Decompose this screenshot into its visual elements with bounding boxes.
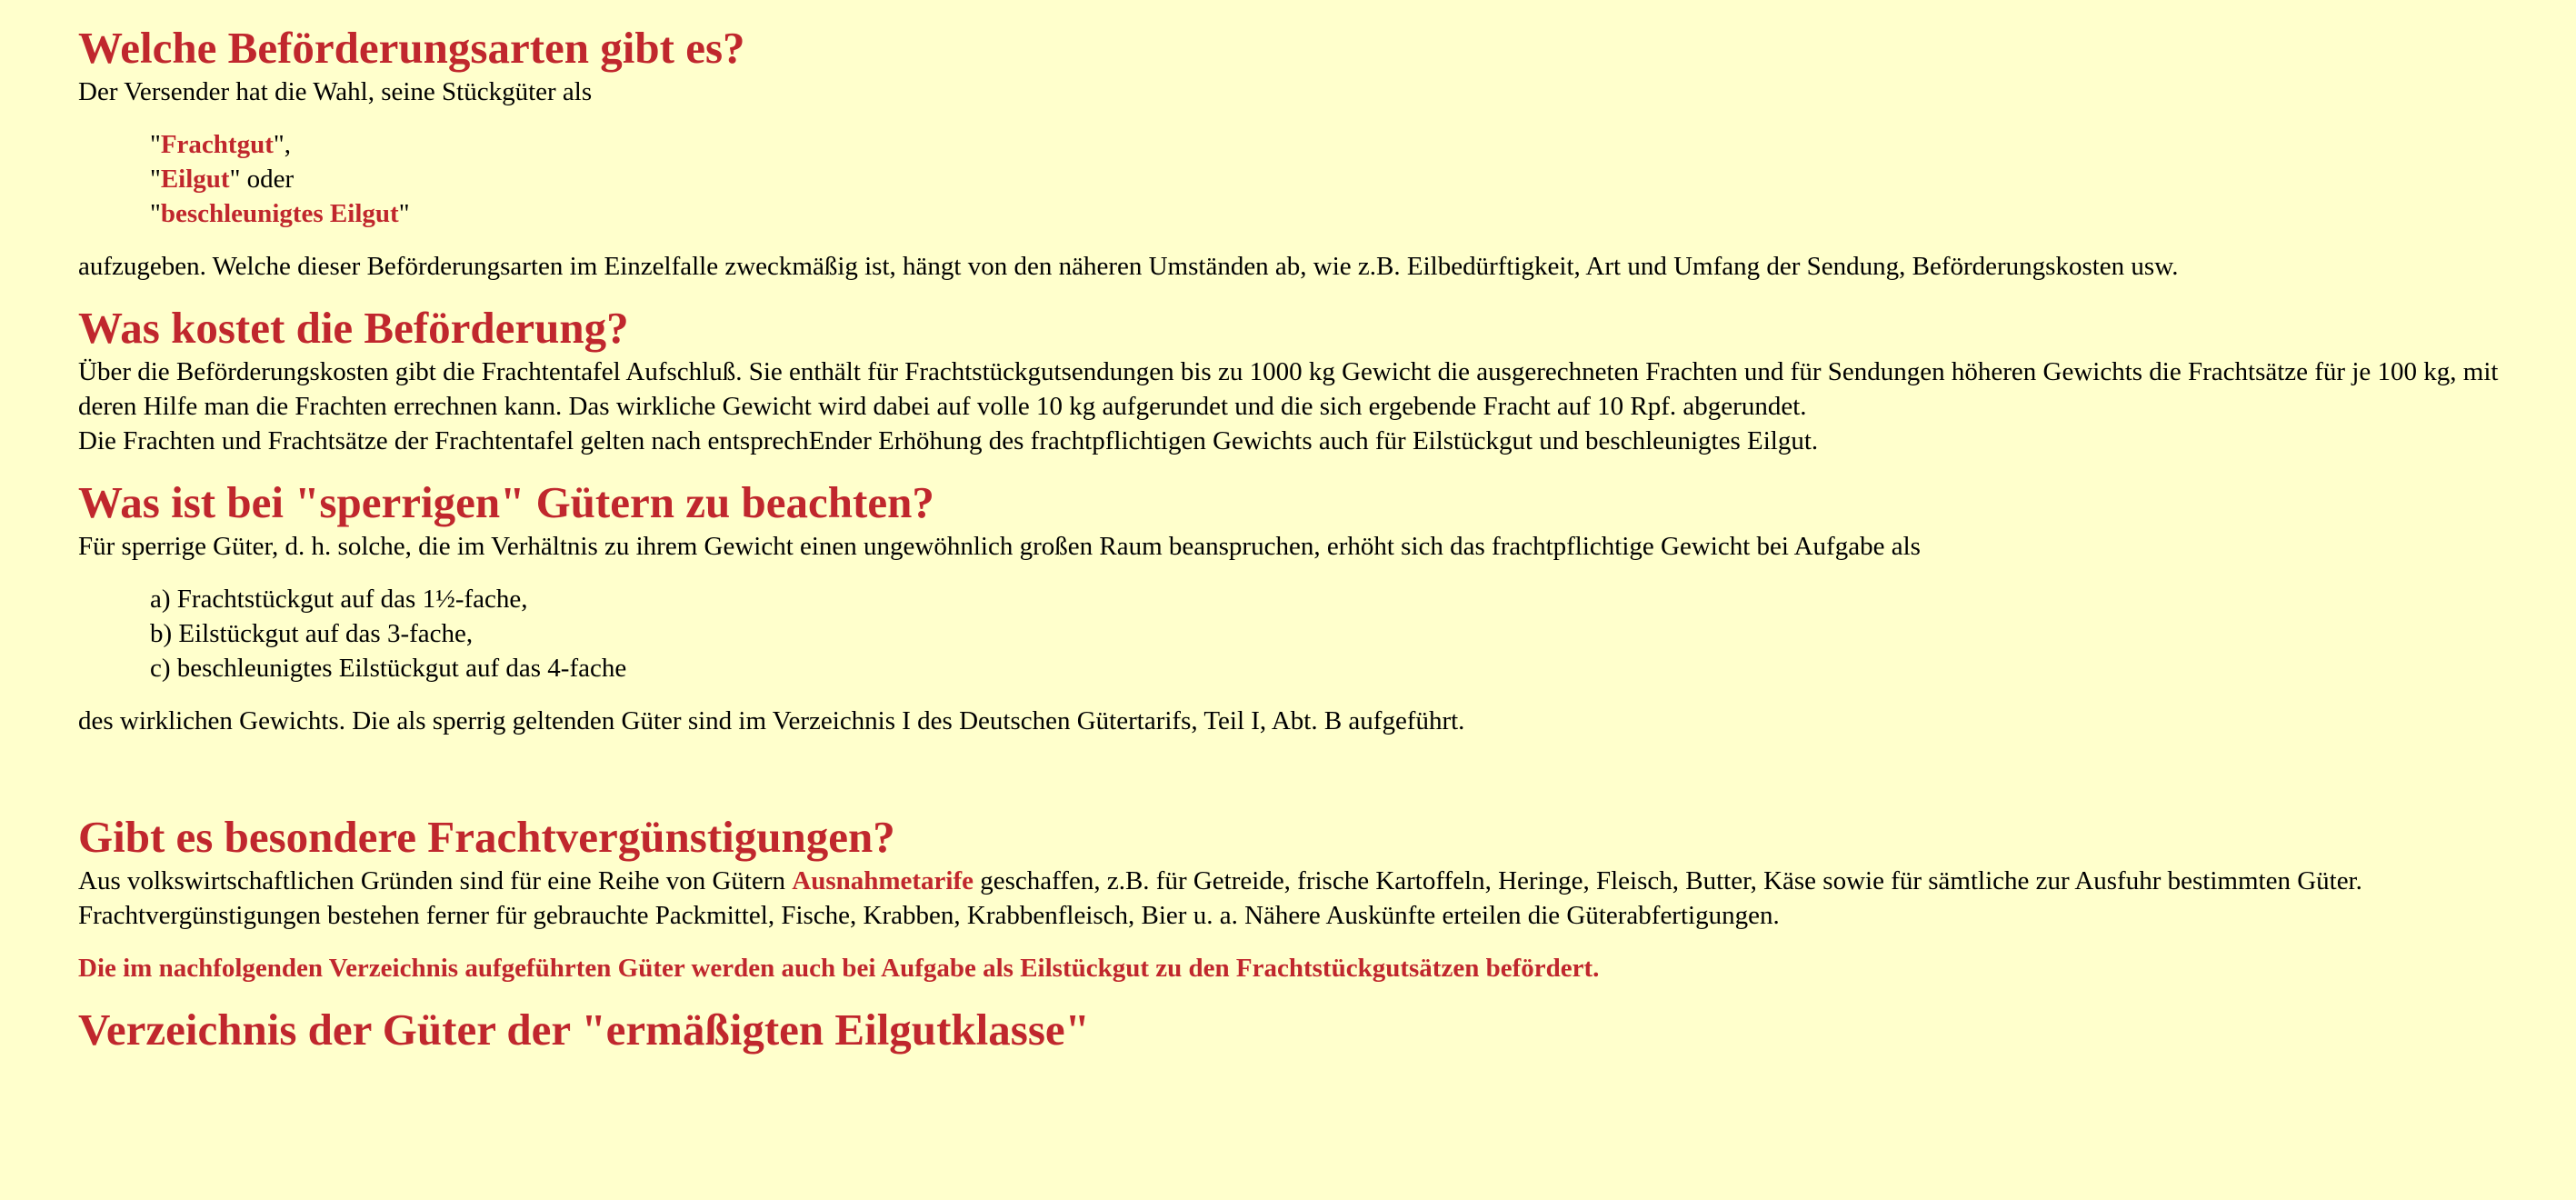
verguenstigung-paragraph-2: Frachtvergünstigungen bestehen ferner für gebrauchte Packmittel, Fische, Krabben, Krabbenfleisch, Bier u. a. Nähere Auskünfte erteilen die Güterabfertigungen. [78,901,1780,930]
heading-kosten: Was kostet die Beförderung? [78,303,629,353]
term-eilgut: Eilgut [160,165,230,194]
sperrig-outro: des wirklichen Gewichts. Die als sperrig geltenden Güter sind im Verzeichnis I des Deutschen Gütertarifs, Teil I, Abt. B aufgeführt. [78,706,1465,735]
kosten-paragraph-2: Die Frachten und Frachtsätze der Frachtentafel gelten nach entsprechEnder Erhöhung des frachtpflichtigen Gewichts auch für Eilstückgut und beschleunigtes Eilgut. [78,426,1819,455]
option-beschleunigtes-eilgut: "beschleunigtes Eilgut" [150,199,410,228]
option-eilgut: "Eilgut" oder [150,165,295,194]
term-frachtgut: Frachtgut [160,130,274,159]
verguenstigung-paragraph-1: Aus volkswirtschaftlichen Gründen sind für eine Reihe von Gütern Ausnahmetarife geschaffen, z.B. für Getreide, frische Kartoffeln, Heringe, Fleisch, Butter, Käse sowie für sämtliche zur Ausfuhr bestimmten Güter. [78,866,2362,895]
list-item: b) Eilstückgut auf das 3-fache, [150,619,474,648]
outro-text: aufzugeben. Welche dieser Beförderungsarten im Einzelfalle zweckmäßig ist, hängt von den näheren Umständen ab, wie z.B. Eilbedürftigkeit, Art und Umfang der Sendung, Beförderungskosten usw. [78,252,2179,281]
list-item: a) Frachtstückgut auf das 1½-fache, [150,585,528,614]
heading-sperrige-gueter: Was ist bei "sperrigen" Gütern zu beachten? [78,477,934,527]
option-frachtgut: "Frachtgut", [150,130,291,159]
sperrig-intro: Für sperrige Güter, d. h. solche, die im Verhältnis zu ihrem Gewicht einen ungewöhnlich großen Raum beanspruchen, erhöht sich das frachtpflichtige Gewicht bei Aufgabe als [78,532,1921,561]
intro-text: Der Versender hat die Wahl, seine Stückgüter als [78,77,593,106]
heading-frachtverguenstigungen: Gibt es besondere Frachtvergünstigungen? [78,812,895,862]
sperrig-list [150,582,2532,685]
list-item: c) beschleunigtes Eilstückgut auf das 4-fache [150,654,627,683]
transport-options-list [150,127,2532,231]
document-page [78,22,2532,1056]
heading-befoerderungsarten: Welche Beförderungsarten gibt es? [78,23,745,73]
term-ausnahmetarife: Ausnahmetarife [792,866,974,895]
kosten-paragraph-1: Über die Beförderungskosten gibt die Frachtentafel Aufschluß. Sie enthält für Frachtstückgutsendungen bis zu 1000 kg Gewicht die ausgerechneten Frachten und für Sendungen höheren Gewichts die Frachtsätze für je 100 kg, mit deren Hilfe man die Frachten errechnen kann. Das wirkliche Gewicht wird dabei auf volle 10 kg aufgerundet und die sich ergebende Fracht auf 10 Rpf. abgerundet. [78,357,2499,421]
term-beschleunigtes-eilgut: beschleunigtes Eilgut [160,199,399,228]
heading-verzeichnis: Verzeichnis der Güter der "ermäßigten Eilgutklasse" [78,1005,1090,1055]
eilstueckgut-notice: Die im nachfolgenden Verzeichnis aufgeführten Güter werden auch bei Aufgabe als Eilstückgut zu den Frachtstückgutsätzen befördert. [78,954,1600,983]
